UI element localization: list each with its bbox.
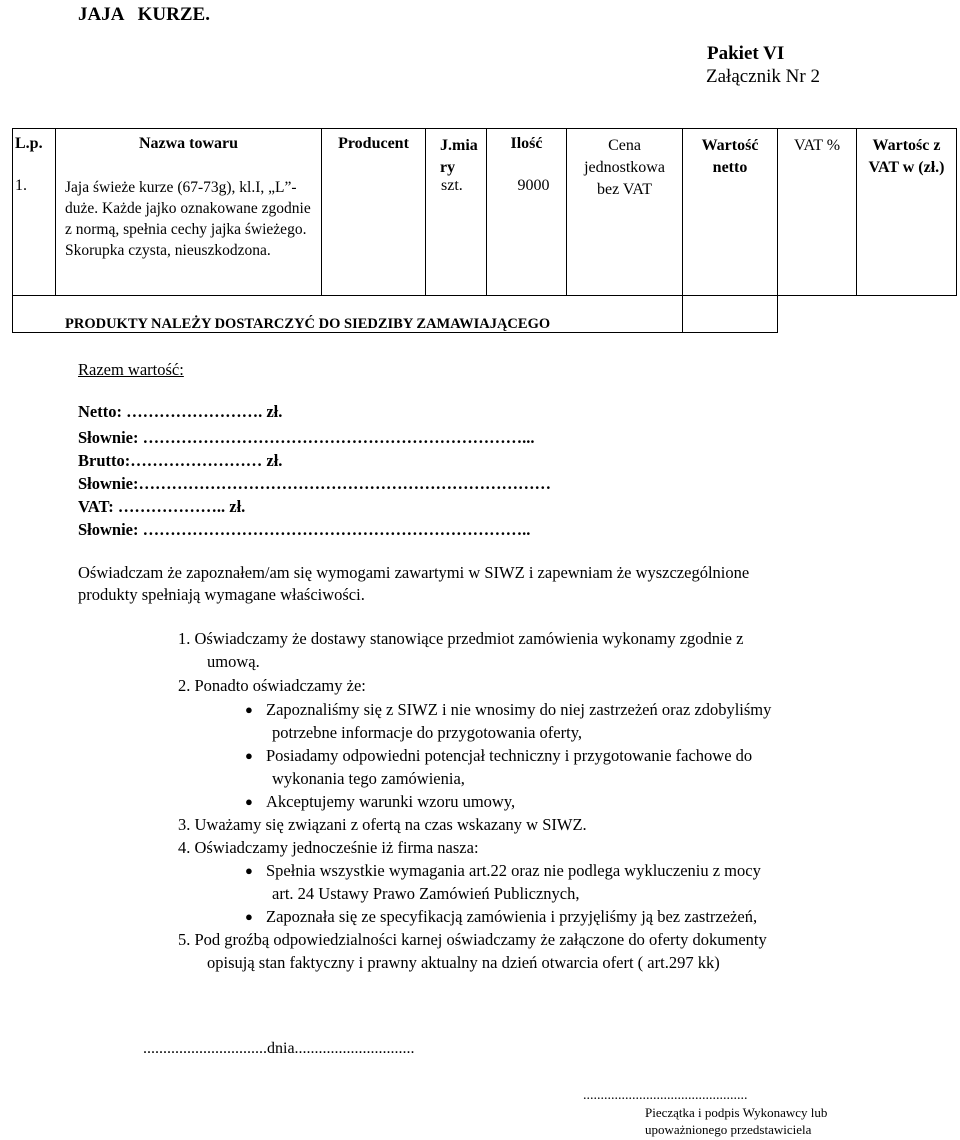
gross-total-field: Brutto:…………………… zł. — [78, 451, 283, 470]
bullet-icon: ● — [245, 702, 253, 717]
row-product-name: Jaja świeże kurze (67-73g), kl.I, „L”-duże. Każde jajko oznakowane zgodnie z normą, spełnia cechy jajka świeżego. Skorupka czysta, nieuszkodzona. — [65, 179, 311, 259]
name-column — [56, 129, 322, 296]
empty-cell — [857, 296, 957, 333]
gross-words-field: Słownie:………………………………………………………………… — [78, 474, 552, 493]
net-words-field: Słownie: ……………………………………………………………... — [78, 428, 535, 447]
header-net-value-label: Wartość netto — [701, 137, 759, 176]
list-item-2: 2. Ponadto oświadczamy że: — [178, 676, 366, 695]
bullet-icon: ● — [245, 794, 253, 809]
header-unit-price — [567, 129, 683, 296]
bullet-item-4-cont: art. 24 Ustawy Prawo Zamówień Publicznych, — [272, 884, 580, 903]
delivery-note: PRODUKTY NALEŻY DOSTARCZYĆ DO SIEDZIBY ZAMAWIAJĄCEGO — [65, 316, 551, 332]
list-item-3: 3. Uważamy się związani z ofertą na czas wskazany w SIWZ. — [178, 815, 587, 834]
package-label: Pakiet VI — [707, 43, 785, 64]
header-vat-label: VAT % — [793, 137, 841, 154]
row-lp: 1. — [15, 177, 27, 194]
list-item-5-cont: opisują stan faktyczny i prawny aktualny na dzień otwarcia ofert ( art.297 kk) — [207, 953, 720, 972]
bullet-item-5: Zapoznała się ze specyfikacją zamówienia i przyjęliśmy ją bez zastrzeżeń, — [266, 907, 758, 926]
lp-column — [13, 129, 56, 296]
bullet-item-1-cont: potrzebne informacje do przygotowania oferty, — [272, 723, 583, 742]
header-name: Nazwa towaru — [138, 135, 239, 152]
list-item-5: 5. Pod groźbą odpowiedzialności karnej oświadczamy że załączone do oferty dokumenty — [178, 930, 767, 949]
header-gross-value-label: Wartośc z VAT w (zł.) — [868, 137, 945, 176]
signature-label-line1: Pieczątka i podpis Wykonawcy lub — [645, 1105, 828, 1120]
vat-total-field: VAT: ……………….. zł. — [78, 497, 246, 516]
header-producer-label: Producent — [338, 135, 409, 152]
date-line: ...............................dnia.............................. — [143, 1040, 415, 1057]
row-quantity: 9000 — [517, 177, 550, 194]
bullet-icon: ● — [245, 909, 253, 924]
list-item-4: 4. Oświadczamy jednocześnie iż firma nasza: — [178, 838, 479, 857]
vat-words-field: Słownie: …………………………………………………………….. — [78, 520, 531, 539]
header-net-value — [683, 129, 778, 296]
signature-label-line2: upoważnionego przedstawiciela — [645, 1122, 812, 1137]
quantity-column — [487, 129, 567, 296]
empty-cell — [778, 296, 857, 333]
bullet-item-4: Spełnia wszystkie wymagania art.22 oraz nie podlega wykluczeniu z mocy — [266, 861, 761, 880]
bullet-item-2-cont: wykonania tego zamówienia, — [272, 769, 465, 788]
bullet-icon: ● — [245, 863, 253, 878]
net-total-field: Netto: ……………………. zł. — [78, 402, 283, 421]
total-net-cell — [683, 296, 778, 333]
header-vat — [778, 129, 857, 296]
bullet-item-2: Posiadamy odpowiedni potencjał techniczny i przygotowanie fachowe do — [266, 746, 753, 765]
header-lp: L.p. — [15, 135, 43, 152]
header-unit-price-label: Cena jednostkowa bez VAT — [584, 137, 665, 198]
header-quantity: Ilość — [510, 135, 543, 152]
signature-label — [645, 1104, 827, 1138]
bullet-item-1: Zapoznaliśmy się z SIWZ i nie wnosimy do niej zastrzeżeń oraz zdobyliśmy — [266, 700, 772, 719]
unit-column — [426, 129, 487, 296]
list-item-1: 1. Oświadczamy że dostawy stanowiące przedmiot zamówienia wykonamy zgodnie z — [178, 629, 744, 648]
header-gross-value — [857, 129, 957, 296]
header-producer — [322, 129, 426, 296]
row-unit: szt. — [441, 177, 463, 194]
bullet-item-3: Akceptujemy warunki wzoru umowy, — [266, 792, 516, 811]
attachment-label: Załącznik Nr 2 — [706, 66, 820, 87]
signature-line: ............................................... — [583, 1088, 748, 1103]
product-table — [12, 128, 957, 333]
list-item-1-cont: umową. — [207, 652, 260, 671]
bullet-icon: ● — [245, 748, 253, 763]
header-unit: J.mia ry — [440, 137, 478, 176]
document-title: JAJA KURZE. — [78, 4, 210, 25]
declaration-text: Oświadczam że zapoznałem/am się wymogami zawartymi w SIWZ i zapewniam że wyszczególnione produkty spełniają wymagane właściwości. — [78, 563, 750, 604]
total-label: Razem wartość: — [78, 360, 184, 379]
